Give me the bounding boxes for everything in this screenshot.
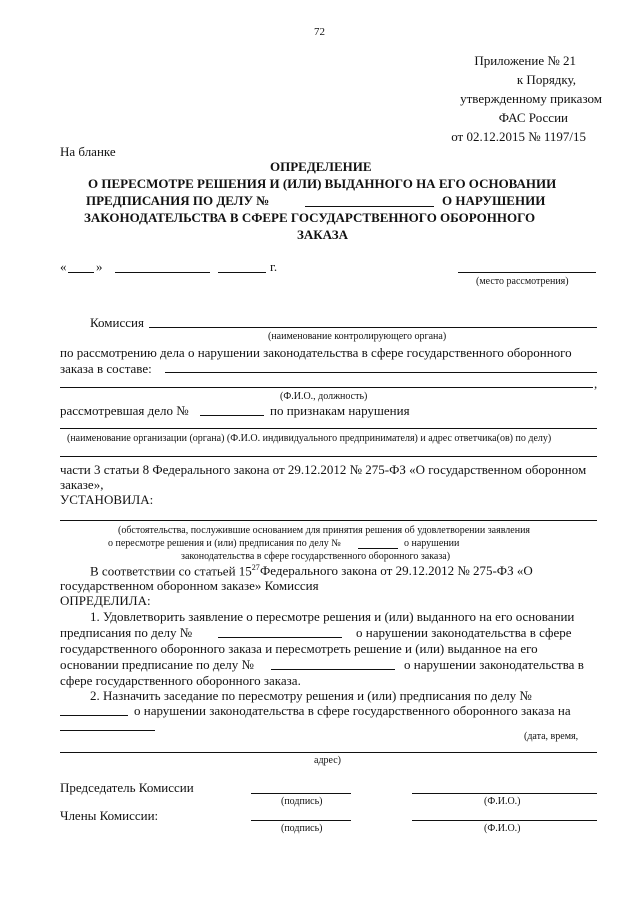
members-sign-blank[interactable] bbox=[251, 820, 351, 821]
place-blank[interactable] bbox=[458, 272, 596, 273]
appendix-line: ФАС России bbox=[498, 110, 568, 125]
month-blank[interactable] bbox=[115, 272, 210, 273]
determined-text: 1. Удовлетворить заявление о пересмотре решения и (или) выданного на его основании bbox=[90, 609, 575, 624]
on-blank-label: На бланке bbox=[60, 144, 116, 159]
commission-blank[interactable] bbox=[149, 327, 597, 328]
composition-comma: , bbox=[594, 376, 598, 391]
year-suffix: г. bbox=[270, 259, 278, 274]
appendix-line: Приложение № 21 bbox=[474, 53, 576, 68]
determined-text: сфере государственного оборонного заказа. bbox=[60, 673, 301, 688]
accordance-text-a: В соответствии со статьей 15 bbox=[90, 563, 252, 579]
law-ref: части 3 статьи 8 Федерального закона от 29.12.2012 № 275-ФЗ «О государственном оборонном bbox=[60, 462, 587, 477]
established-label: УСТАНОВИЛА: bbox=[60, 492, 154, 507]
title-line: ПРЕДПИСАНИЯ ПО ДЕЛУ № bbox=[86, 193, 270, 208]
title-line: О ПЕРЕСМОТРЕ РЕШЕНИЯ И (ИЛИ) ВЫДАННОГО НА ЕГО ОСНОВАНИИ bbox=[88, 176, 557, 191]
case-number-blank[interactable] bbox=[305, 206, 434, 207]
composition-blank-2[interactable] bbox=[60, 387, 593, 388]
page-number: 72 bbox=[314, 26, 325, 38]
determined-text: основании предписание по делу № bbox=[60, 657, 254, 672]
sign-caption: (подпись) bbox=[281, 823, 323, 834]
appendix-line: к Порядку, bbox=[516, 72, 576, 87]
commission-caption: (наименование контролирующего органа) bbox=[268, 331, 447, 342]
datetime-caption: (дата, время, bbox=[524, 731, 579, 742]
p2-case-blank[interactable] bbox=[60, 715, 128, 716]
accordance-text bbox=[90, 563, 260, 579]
name-caption: (Ф.И.О.) bbox=[484, 823, 521, 834]
appendix-line: утвержденному приказом bbox=[460, 91, 602, 106]
title-line: ЗАКАЗА bbox=[297, 227, 348, 242]
members-label: Члены Комиссии: bbox=[60, 808, 159, 823]
determined-text: о нарушении законодательства в bbox=[404, 657, 584, 672]
established-case-blank[interactable] bbox=[358, 548, 398, 549]
address-caption: адрес) bbox=[314, 755, 341, 766]
reviewed-label: рассмотревшая дело № bbox=[60, 403, 189, 418]
determined-text: государственного оборонного заказа и пересмотреть решение и (или) выданное на его bbox=[60, 641, 538, 656]
determined-text: 2. Назначить заседание по пересмотру решения и (или) предписания по делу № bbox=[90, 688, 532, 703]
members-name-blank[interactable] bbox=[412, 820, 597, 821]
p1-case-blank[interactable] bbox=[218, 637, 342, 638]
established-caption: о пересмотре решения и (или) предписания по делу № bbox=[108, 538, 341, 549]
chairman-sign-blank[interactable] bbox=[251, 793, 351, 794]
composition-caption: (Ф.И.О., должность) bbox=[280, 391, 368, 402]
established-blank[interactable] bbox=[60, 520, 597, 521]
determined-label: ОПРЕДЕЛИЛА: bbox=[60, 593, 151, 608]
reviewed-signs: по признакам нарушения bbox=[270, 403, 410, 418]
determined-text: предписания по делу № bbox=[60, 625, 193, 640]
established-caption: (обстоятельства, послужившие основанием для принятия решения об удовлетворении заявления bbox=[118, 525, 531, 536]
established-caption: законодательства в сфере государственного оборонного заказа) bbox=[181, 551, 451, 562]
day-blank[interactable] bbox=[68, 272, 94, 273]
name-caption: (Ф.И.О.) bbox=[484, 796, 521, 807]
quote-open: « bbox=[60, 259, 67, 274]
determined-text: о нарушении законодательства в сфере государственного оборонного заказа на bbox=[134, 703, 571, 718]
composition-blank[interactable] bbox=[165, 372, 597, 373]
commission-label: Комиссия bbox=[90, 315, 144, 330]
place-caption: (место рассмотрения) bbox=[476, 276, 569, 287]
quote-close: » bbox=[96, 259, 103, 274]
reviewed-case-blank[interactable] bbox=[200, 415, 264, 416]
chairman-label: Председатель Комиссии bbox=[60, 780, 194, 795]
determined-text: о нарушении законодательства в сфере bbox=[356, 625, 572, 640]
respondent-caption: (наименование организации (органа) (Ф.И.О. индивидуального предпринимателя) и адрес ответчика(ов) по делу) bbox=[67, 433, 552, 444]
year-blank[interactable] bbox=[218, 272, 266, 273]
accordance-sup: 27 bbox=[251, 563, 260, 572]
composition-text: по рассмотрению дела о нарушении законодательства в сфере государственного оборонного bbox=[60, 345, 572, 360]
law-ref: заказе», bbox=[60, 477, 104, 492]
title-line: ЗАКОНОДАТЕЛЬСТВА В СФЕРЕ ГОСУДАРСТВЕННОГО ОБОРОННОГО bbox=[84, 210, 536, 225]
accordance-text: государственном оборонном заказе» Комиссия bbox=[60, 578, 319, 593]
chairman-name-blank[interactable] bbox=[412, 793, 597, 794]
sign-caption: (подпись) bbox=[281, 796, 323, 807]
title-line: О НАРУШЕНИИ bbox=[442, 193, 546, 208]
composition-text: заказа в составе: bbox=[60, 361, 152, 376]
respondent-blank-2[interactable] bbox=[60, 456, 597, 457]
session-address-blank[interactable] bbox=[60, 752, 597, 753]
appendix-line: от 02.12.2015 № 1197/15 bbox=[451, 129, 586, 144]
respondent-blank[interactable] bbox=[60, 428, 597, 429]
session-date-blank[interactable] bbox=[60, 730, 155, 731]
appendix-block bbox=[432, 51, 602, 146]
established-caption: о нарушении bbox=[404, 538, 460, 549]
title-line: ОПРЕДЕЛЕНИЕ bbox=[270, 159, 372, 174]
p1-case-blank-2[interactable] bbox=[271, 669, 395, 670]
accordance-text-b: Федерального закона от 29.12.2012 № 275-ФЗ «О bbox=[260, 563, 533, 578]
